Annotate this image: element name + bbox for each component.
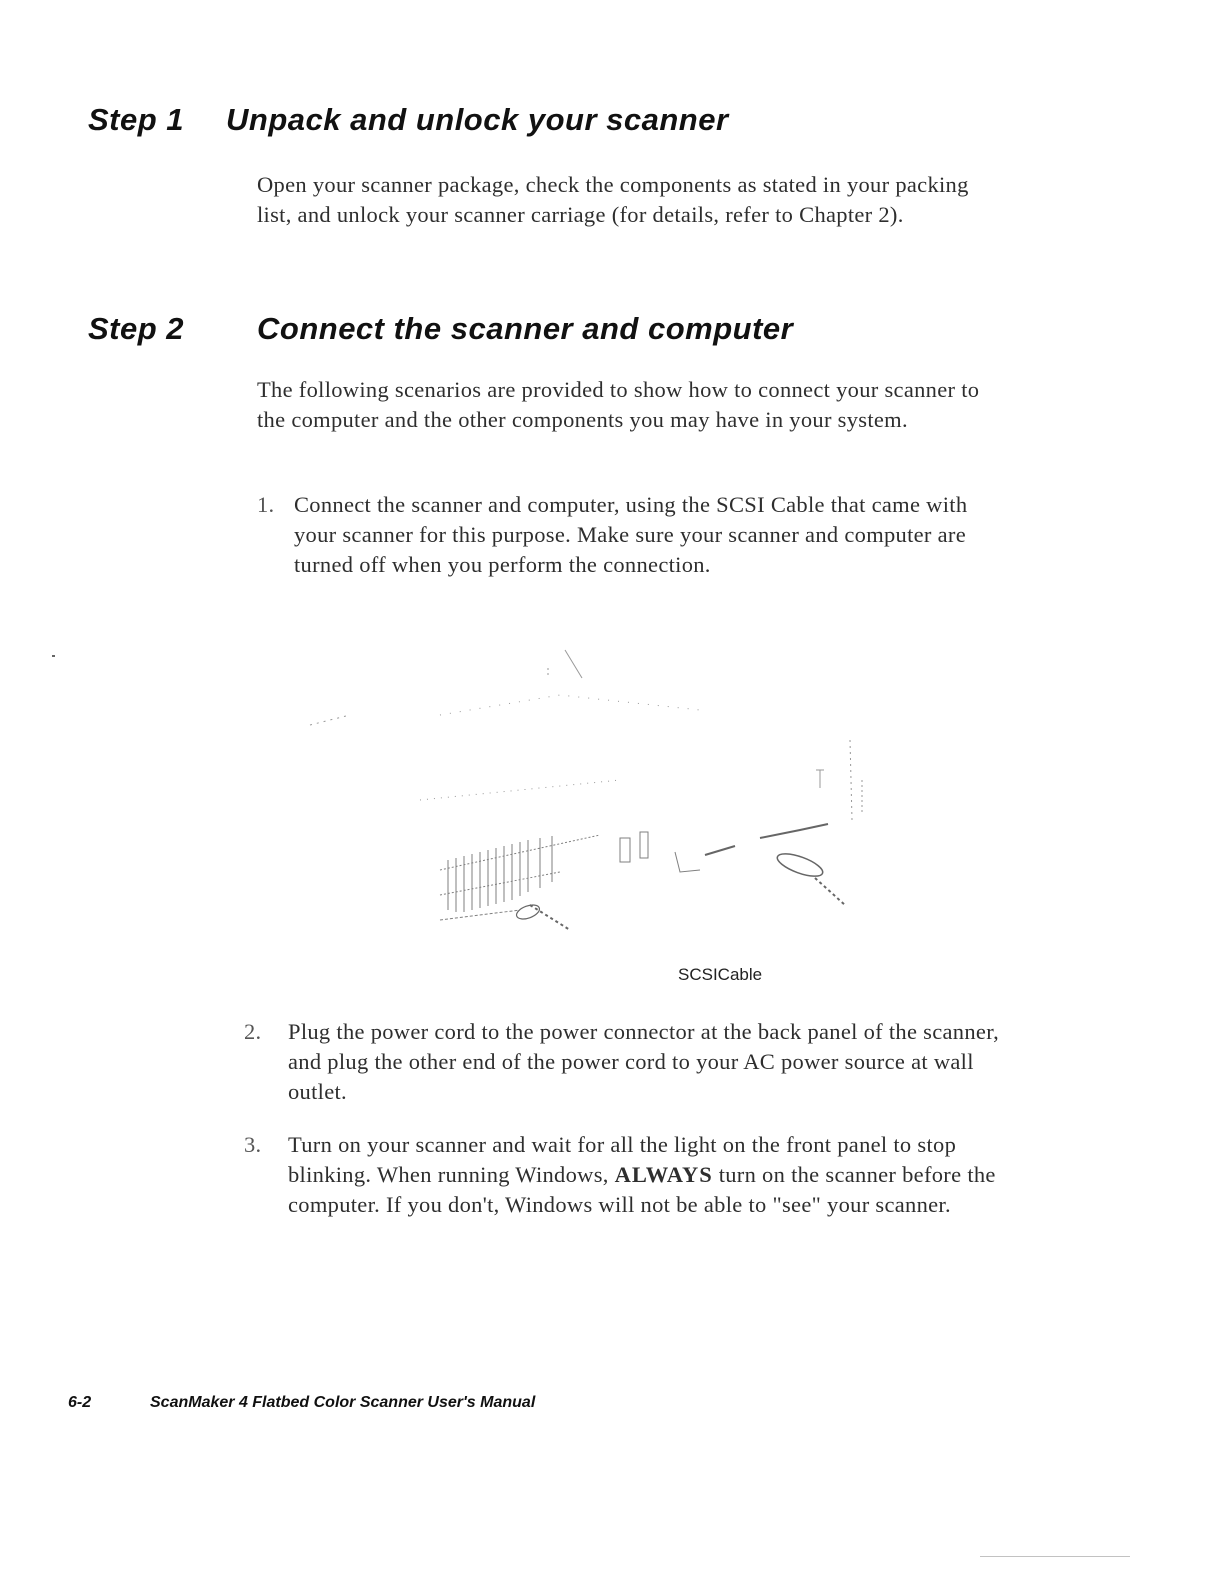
step-2-intro: The following scenarios are provided to show how to connect your scanner to the computer and the other components you may have in your system. [257,377,980,432]
list-item-2-number: 2. [244,1019,262,1044]
list-item-1-number: 1. [257,492,275,517]
footer-page-number: 6-2 [68,1394,92,1411]
always-emphasis: ALWAYS [614,1162,713,1187]
step-1-label: Step 1 [88,102,185,137]
scan-speck [52,655,55,657]
scsi-connection-illustration [0,620,1224,980]
list-item-3-text-start: Turn on your scanner and wait for all the light on the front panel to stop blinking. When running Windows, [288,1132,957,1187]
list-item-3-number: 3. [244,1132,262,1157]
scsi-ports [620,832,700,872]
figure-caption: SCSICable [678,965,763,984]
list-item-2 [244,1017,1004,1107]
scsi-cable [515,824,845,930]
step-1-paragraph: Open your scanner package, check the components as stated in your packing list, and unlock your scanner carriage (for details, refer to Chapter 2). [257,172,969,227]
list-item-2-text: Plug the power cord to the power connector at the back panel of the scanner, and plug the other end of the power cord to your AC power source at wall outlet. [288,1019,1000,1104]
list-item-3-text-end: turn on the scanner before the computer. If you don't, Windows will not be able to "see" your scanner. [288,1162,996,1217]
step-1-title: Unpack and unlock your scanner [226,102,729,137]
list-item-1-text: Connect the scanner and computer, using the SCSI Cable that came with your scanner for this purpose. Make sure your scanner and computer are turned off when you perform the connection. [294,492,968,577]
footer-manual-title: ScanMaker 4 Flatbed Color Scanner User's Manual [150,1394,536,1411]
step-2-title: Connect the scanner and computer [257,311,794,346]
list-item-3 [244,1130,1004,1250]
scan-edge-artifact [980,1556,1130,1557]
step-2-label: Step 2 [88,311,185,346]
list-item-1 [257,490,1007,580]
list-item-3-text [288,1130,1004,1220]
computer-back-panel-slots [440,835,600,920]
